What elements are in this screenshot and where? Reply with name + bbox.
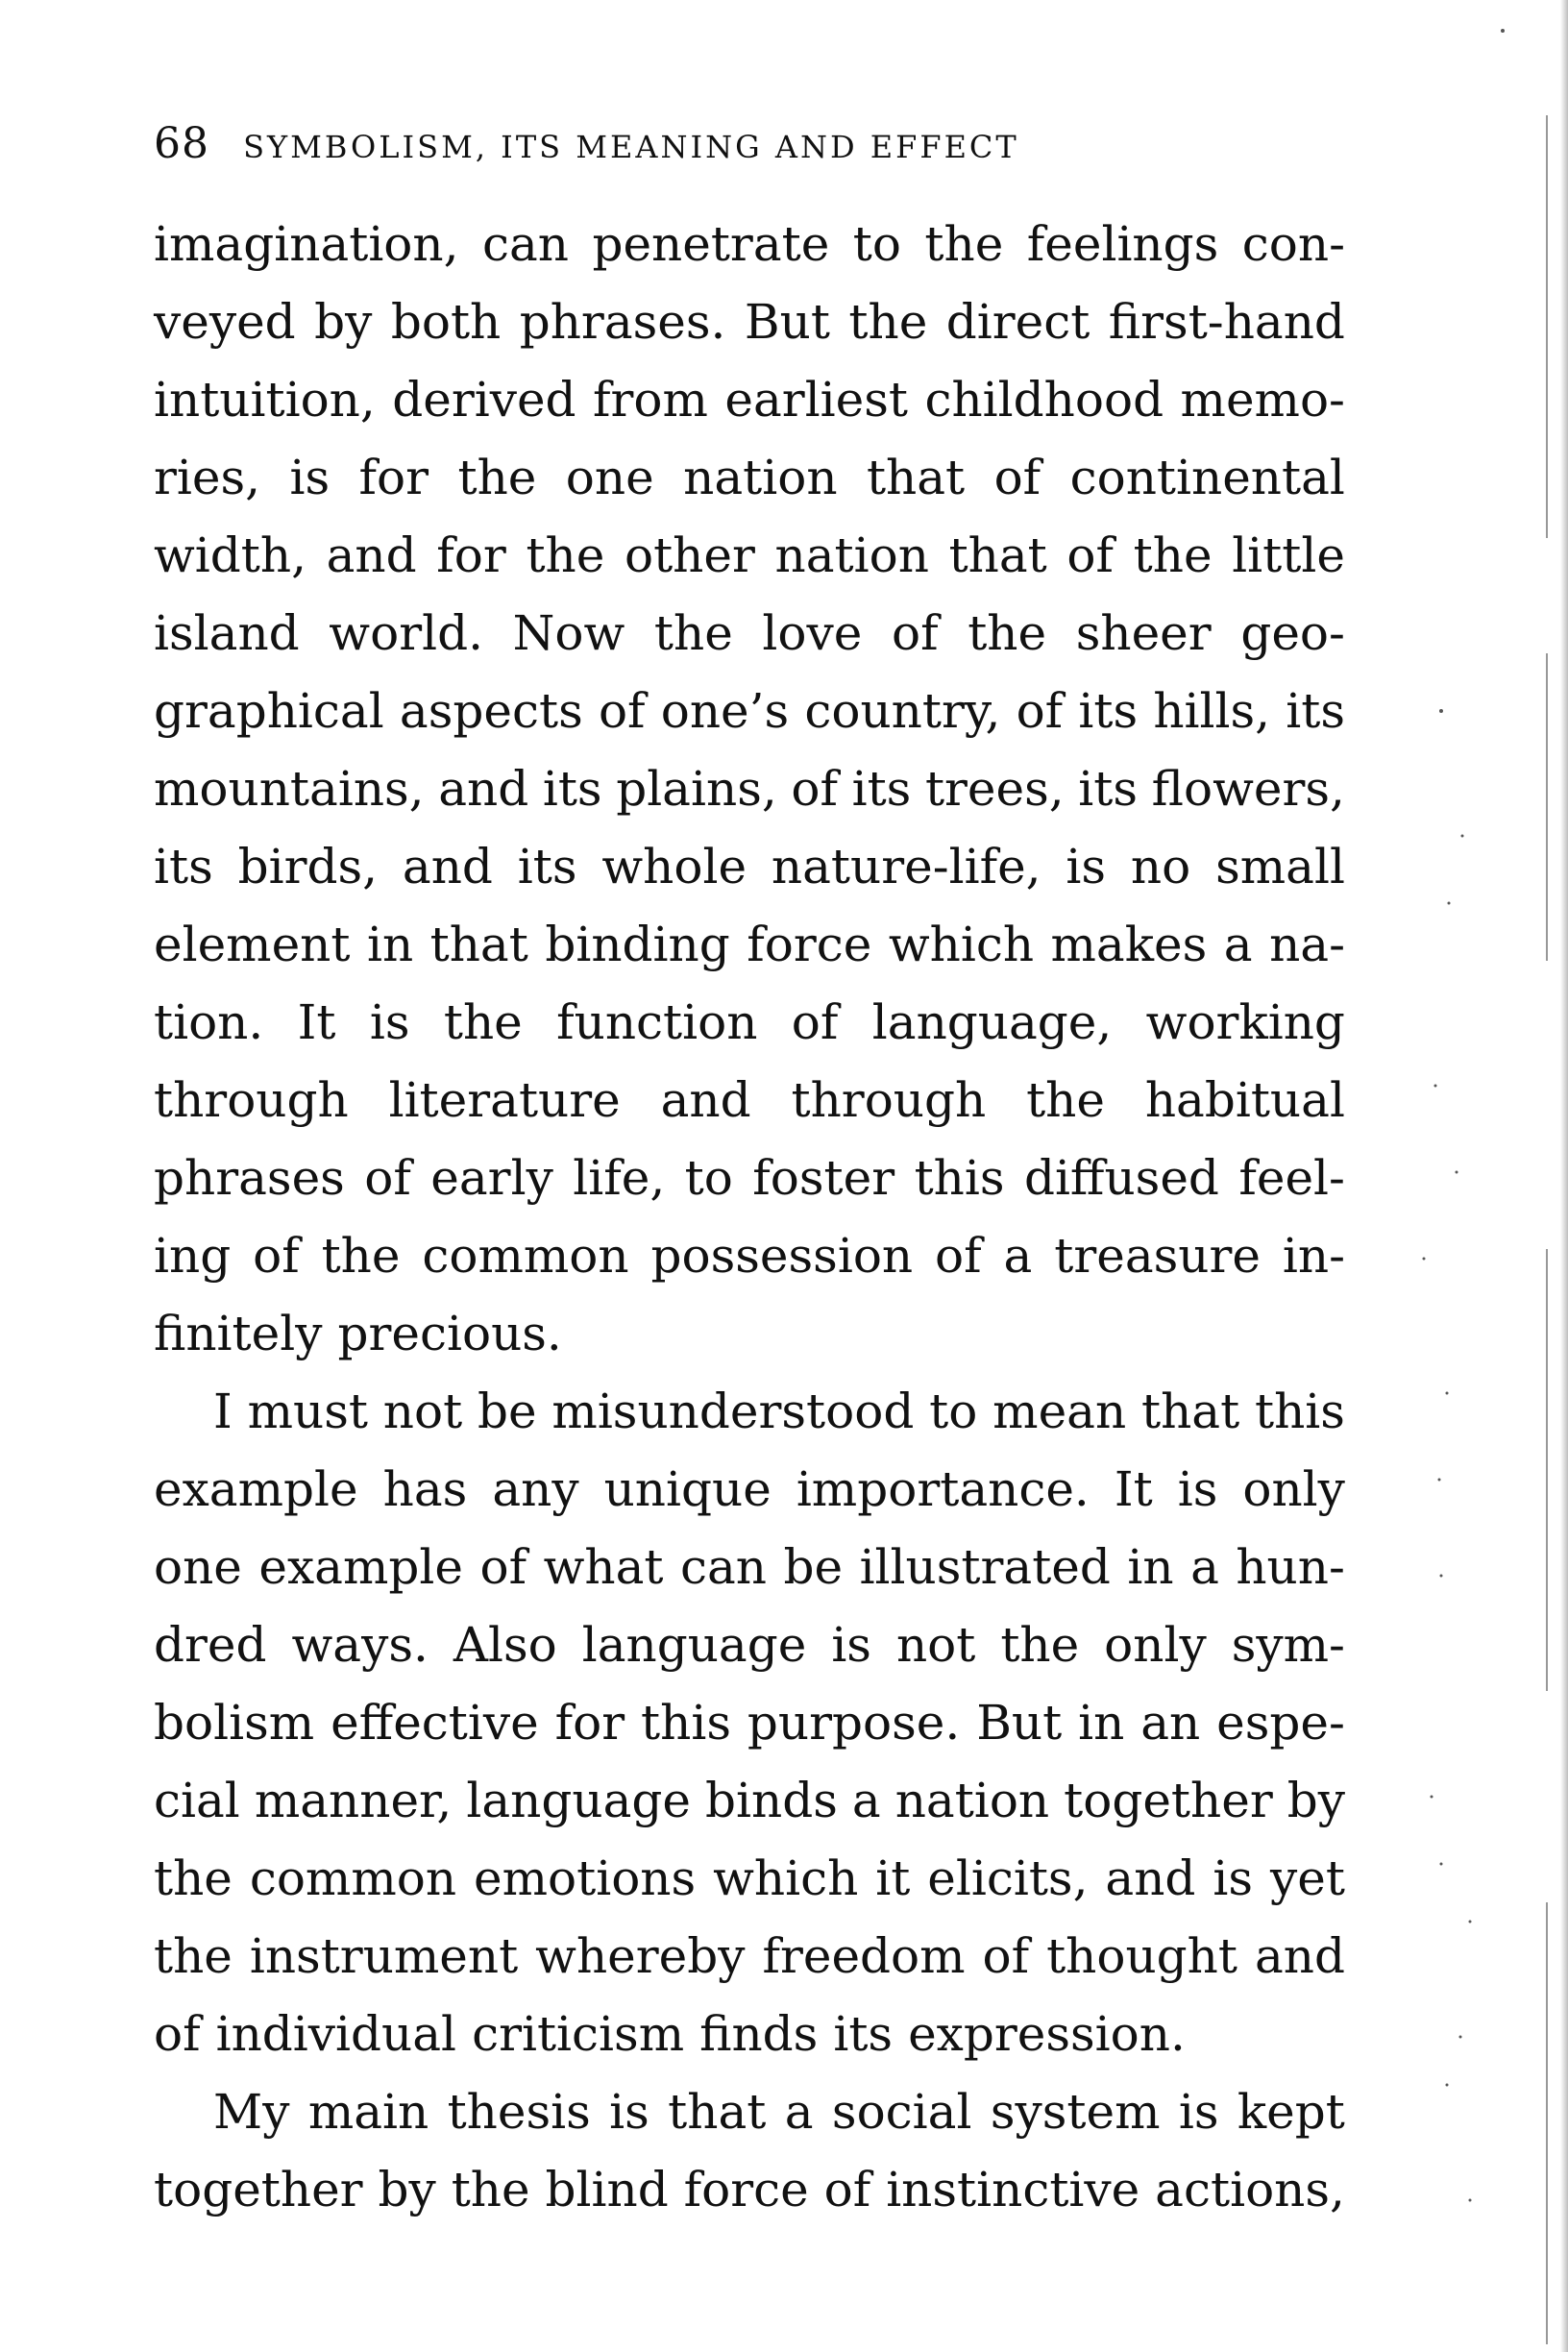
text-line: island world. Now the love of the sheer geo- xyxy=(154,605,1345,661)
text-line: phrases of early life, to foster this diffused feel- xyxy=(154,1150,1345,1206)
text-line: imagination, can penetrate to the feelings con- xyxy=(154,216,1345,272)
text-line: through literature and through the habitual xyxy=(154,1072,1345,1128)
body-text xyxy=(154,206,1345,2229)
text-line: its birds, and its whole nature-life, is no small xyxy=(154,839,1345,894)
text-line: tion. It is the function of language, working xyxy=(154,994,1345,1050)
text-line: width, and for the other nation that of the little xyxy=(154,527,1345,583)
text-line: finitely precious. xyxy=(154,1306,562,1361)
page-number: 68 xyxy=(154,119,209,168)
text-line: My main thesis is that a social system is kept xyxy=(213,2084,1345,2140)
running-title: SYMBOLISM, ITS MEANING AND EFFECT xyxy=(243,129,1019,165)
text-line: I must not be misunderstood to mean that this xyxy=(213,1384,1345,1439)
text-line: example has any unique importance. It is only xyxy=(154,1461,1345,1517)
text-line: cial manner, language binds a nation together by xyxy=(154,1773,1345,1828)
text-line: the instrument whereby freedom of thought and xyxy=(154,1928,1345,1984)
page-edge-shadow xyxy=(1560,0,1568,2352)
text-line: together by the blind force of instinctive actions, xyxy=(154,2162,1345,2217)
text-line: intuition, derived from earliest childhood memo- xyxy=(154,372,1345,428)
text-line: mountains, and its plains, of its trees, its flowers, xyxy=(154,761,1345,817)
text-line: of individual criticism finds its expression. xyxy=(154,2006,1186,2062)
text-line: ries, is for the one nation that of continental xyxy=(154,450,1345,505)
text-line: bolism effective for this purpose. But in an espe- xyxy=(154,1695,1345,1751)
page-edge-speckles xyxy=(1403,0,1568,2352)
text-line: dred ways. Also language is not the only sym- xyxy=(154,1617,1345,1673)
page-header xyxy=(154,119,1345,186)
text-line: one example of what can be illustrated in a hun- xyxy=(154,1539,1345,1595)
text-line: ing of the common possession of a treasure in- xyxy=(154,1228,1345,1284)
text-line: element in that binding force which makes a na- xyxy=(154,917,1345,972)
text-line: the common emotions which it elicits, and is yet xyxy=(154,1850,1345,1906)
text-line: graphical aspects of one’s country, of its hills, its xyxy=(154,683,1345,739)
text-line: veyed by both phrases. But the direct first-hand xyxy=(154,294,1345,350)
